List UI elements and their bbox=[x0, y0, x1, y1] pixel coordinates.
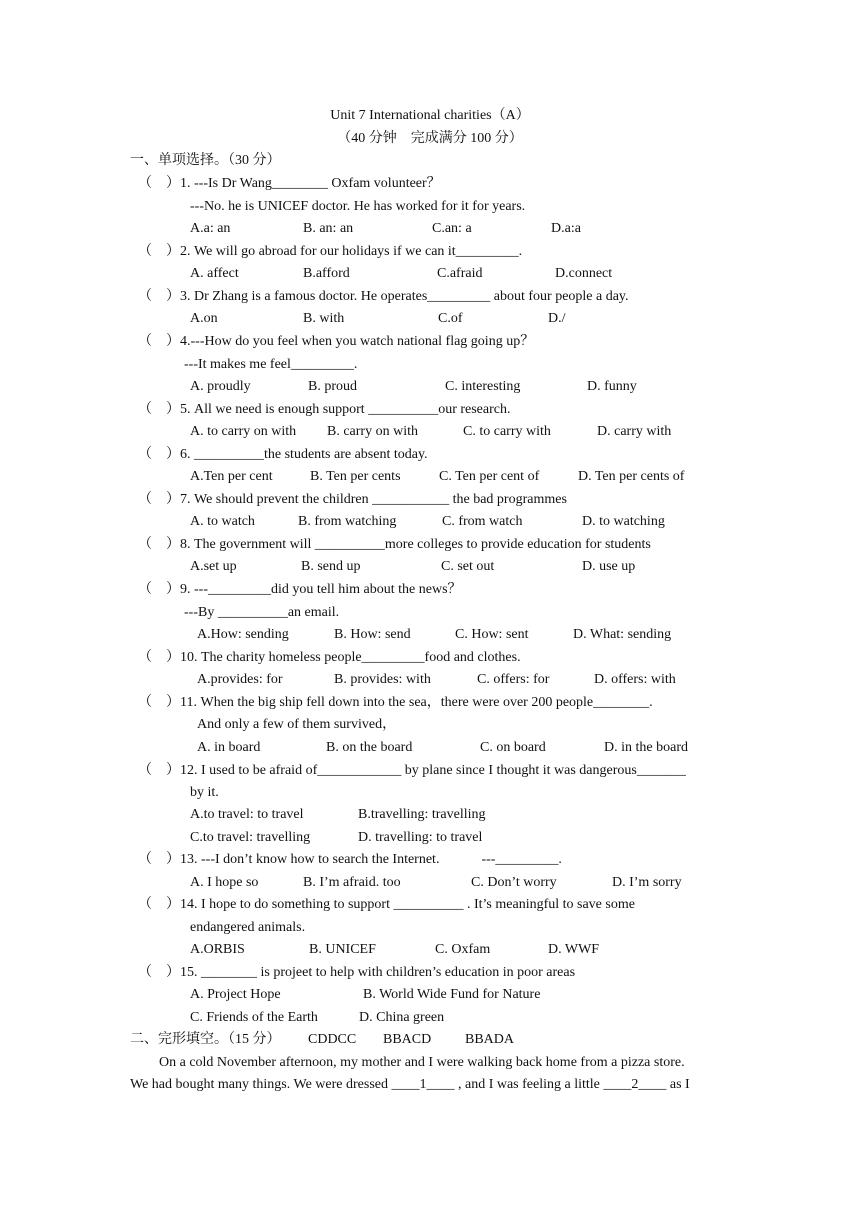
question-10-option-b: B. provides: with bbox=[334, 672, 431, 687]
question-5-option-d: D. carry with bbox=[597, 424, 672, 439]
question-11-option-d: D. in the board bbox=[604, 740, 688, 755]
question-15-option-a: A. Project Hope bbox=[190, 987, 281, 1002]
question-1-option-c: C.an: a bbox=[432, 221, 472, 236]
question-3-option-b: B. with bbox=[303, 311, 345, 326]
question-6-option-d: D. Ten per cents of bbox=[578, 469, 685, 484]
question-2-option-b: B.afford bbox=[303, 266, 350, 281]
question-14-option-c: C. Oxfam bbox=[435, 942, 491, 957]
question-1-option-a: A.a: an bbox=[190, 221, 231, 236]
question-8-option-b: B. send up bbox=[301, 559, 361, 574]
question-12-stem: （ ）12. I used to be afraid of____________ by plane since I thought it was dangerous_______ bbox=[138, 763, 686, 778]
question-1-stem: （ ）1. ---Is Dr Wang________ Oxfam volunteer？ bbox=[138, 176, 441, 191]
question-4-continuation: ---It makes me feel_________. bbox=[184, 357, 358, 372]
question-9-option-b: B. How: send bbox=[334, 627, 411, 642]
question-4-option-d: D. funny bbox=[587, 379, 637, 394]
question-2-option-c: C.afraid bbox=[437, 266, 483, 281]
question-9-option-a: A.How: sending bbox=[197, 627, 289, 642]
question-12-continuation: by it. bbox=[190, 785, 219, 800]
question-10-option-c: C. offers: for bbox=[477, 672, 550, 687]
page-subtitle: （40 分钟 完成满分 100 分） bbox=[337, 131, 523, 146]
question-3-option-a: A.on bbox=[190, 311, 218, 326]
question-5-option-a: A. to carry on with bbox=[190, 424, 297, 439]
question-8-option-d: D. use up bbox=[582, 559, 636, 574]
question-8-stem: （ ）8. The government will __________more colleges to provide education for students bbox=[138, 537, 651, 552]
question-6-option-b: B. Ten per cents bbox=[310, 469, 401, 484]
question-1-continuation: ---No. he is UNICEF doctor. He has worked for it for years. bbox=[190, 199, 526, 214]
question-12-option-d: D. travelling: to travel bbox=[358, 830, 483, 845]
question-11-option-a: A. in board bbox=[197, 740, 261, 755]
section1-heading: 一、单项选择。（30 分） bbox=[130, 153, 281, 168]
cloze-passage-line-2: We had bought many things. We were dressed ____1____ , and I was feeling a little ____2____ as I bbox=[130, 1077, 690, 1092]
question-14-option-a: A.ORBIS bbox=[190, 942, 245, 957]
question-4-option-a: A. proudly bbox=[190, 379, 251, 394]
question-5-stem: （ ）5. All we need is enough support __________our research. bbox=[138, 402, 511, 417]
question-13-option-d: D. I’m sorry bbox=[612, 875, 682, 890]
question-15-stem: （ ）15. ________ is projeet to help with children’s education in poor areas bbox=[138, 965, 576, 980]
question-5-option-b: B. carry on with bbox=[327, 424, 418, 439]
question-4-option-c: C. interesting bbox=[445, 379, 521, 394]
question-4-option-b: B. proud bbox=[308, 379, 357, 394]
question-7-option-d: D. to watching bbox=[582, 514, 665, 529]
question-14-option-b: B. UNICEF bbox=[309, 942, 376, 957]
question-6-option-c: C. Ten per cent of bbox=[439, 469, 540, 484]
page-title: Unit 7 International charities（A） bbox=[330, 108, 530, 123]
question-3-option-c: C.of bbox=[438, 311, 463, 326]
question-11-option-c: C. on board bbox=[480, 740, 546, 755]
question-8-option-c: C. set out bbox=[441, 559, 495, 574]
question-10-stem: （ ）10. The charity homeless people_________food and clothes. bbox=[138, 650, 521, 665]
cloze-answer-group-2: BBACD bbox=[383, 1032, 432, 1047]
question-3-option-d: D./ bbox=[548, 311, 566, 326]
question-7-option-b: B. from watching bbox=[298, 514, 397, 529]
question-15-option-c: C. Friends of the Earth bbox=[190, 1010, 318, 1025]
question-1-option-d: D.a:a bbox=[551, 221, 581, 236]
question-7-option-c: C. from watch bbox=[442, 514, 523, 529]
question-12-option-a: A.to travel: to travel bbox=[190, 807, 304, 822]
cloze-answer-group-1: CDDCC bbox=[308, 1032, 357, 1047]
question-9-continuation: ---By __________an email. bbox=[184, 605, 340, 620]
question-12-option-b: B.travelling: travelling bbox=[358, 807, 486, 822]
question-13-stem: （ ）13. ---I don’t know how to search the Internet. ---_________. bbox=[138, 852, 562, 867]
cloze-answer-group-3: BBADA bbox=[465, 1032, 515, 1047]
question-14-continuation: endangered animals. bbox=[190, 920, 306, 935]
question-15-option-d: D. China green bbox=[359, 1010, 445, 1025]
question-2-option-a: A. affect bbox=[190, 266, 239, 281]
question-5-option-c: C. to carry with bbox=[463, 424, 551, 439]
question-6-option-a: A.Ten per cent bbox=[190, 469, 273, 484]
question-14-option-d: D. WWF bbox=[548, 942, 600, 957]
question-13-option-a: A. I hope so bbox=[190, 875, 259, 890]
question-13-option-c: C. Don’t worry bbox=[471, 875, 557, 890]
question-10-option-a: A.provides: for bbox=[197, 672, 283, 687]
question-2-stem: （ ）2. We will go abroad for our holidays if we can it_________. bbox=[138, 244, 523, 259]
question-12-option-c: C.to travel: travelling bbox=[190, 830, 311, 845]
question-10-option-d: D. offers: with bbox=[594, 672, 676, 687]
question-9-stem: （ ）9. ---_________did you tell him about the news？ bbox=[138, 582, 462, 597]
question-7-stem: （ ）7. We should prevent the children ___________ the bad programmes bbox=[138, 492, 567, 507]
question-9-option-c: C. How: sent bbox=[455, 627, 529, 642]
question-15-option-b: B. World Wide Fund for Nature bbox=[363, 987, 541, 1002]
question-14-stem: （ ）14. I hope to do something to support __________ . It’s meaningful to save some bbox=[138, 897, 635, 912]
question-8-option-a: A.set up bbox=[190, 559, 237, 574]
section2-heading: 二、完形填空。（15 分） bbox=[130, 1032, 281, 1047]
question-2-option-d: D.connect bbox=[555, 266, 613, 281]
question-4-stem: （ ）4.---How do you feel when you watch national flag going up？ bbox=[138, 334, 535, 349]
question-1-option-b: B. an: an bbox=[303, 221, 354, 236]
question-7-option-a: A. to watch bbox=[190, 514, 255, 529]
question-11-option-b: B. on the board bbox=[326, 740, 413, 755]
question-13-option-b: B. I’m afraid. too bbox=[303, 875, 401, 890]
question-9-option-d: D. What: sending bbox=[573, 627, 672, 642]
question-11-continuation: And only a few of them survived， bbox=[197, 717, 397, 732]
cloze-passage-line-1: On a cold November afternoon, my mother and I were walking back home from a pizza store. bbox=[159, 1055, 685, 1070]
question-6-stem: （ ）6. __________the students are absent today. bbox=[138, 447, 428, 462]
question-3-stem: （ ）3. Dr Zhang is a famous doctor. He operates_________ about four people a day. bbox=[138, 289, 629, 304]
question-11-stem: （ ）11. When the big ship fell down into the sea，there were over 200 people________. bbox=[138, 695, 653, 710]
